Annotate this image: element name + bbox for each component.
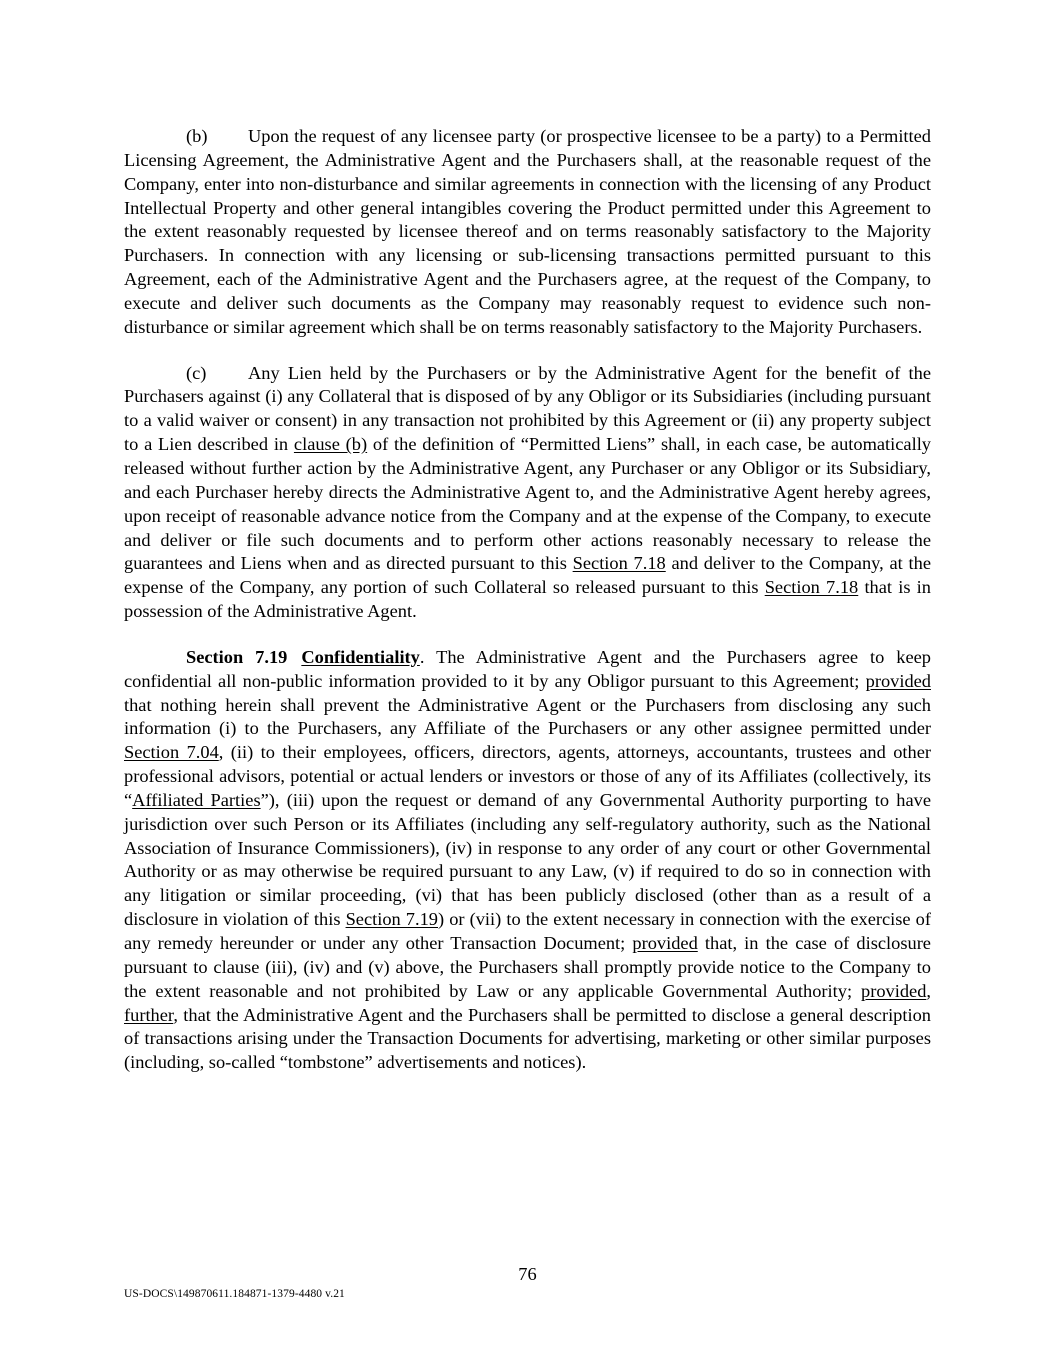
section-number: Section 7.19 — [186, 646, 288, 667]
section-text: ) or (vii) to the extent necessary in connection with the exercise of any remedy hereunder or under any other Transaction Document; — [124, 909, 931, 953]
cross-reference-clause-b: clause (b) — [293, 434, 368, 455]
section-heading-period: . — [419, 646, 425, 667]
section-text: that nothing herein shall prevent the Administrative Agent or the Purchasers from disclosing any such information (i) to the Purchasers, any Affiliate of the Purchasers or any other assignee permitted under — [124, 694, 931, 739]
section-text: , that the Administrative Agent and the Purchasers shall be permitted to disclose a general description of transactions arising under the Transaction Documents for advertising, marketing or other similar purposes (including, so-called “tombstone” advertisements and notices). — [124, 1004, 931, 1073]
cross-reference-section-7-18: Section 7.18 — [764, 577, 859, 598]
provided-term: provided — [632, 933, 698, 953]
cross-reference-section-7-04: Section 7.04 — [124, 742, 219, 763]
document-page — [124, 125, 931, 1097]
paragraph-c-text: and deliver to the Company, at the expense of the Company, any portion of such Collateral so released pursuant to this — [124, 553, 931, 598]
section-text: The Administrative Agent and the Purchasers agree to keep confidential all non-public information provided to it by any Obligor pursuant to this Agreement; — [124, 646, 931, 691]
paragraph-c-text: Any Lien held by the Purchasers or by the Administrative Agent for the benefit of the Purchasers against (i) any Collateral that is disposed of by any Obligor or its Subsidiaries (including pursuant to a valid waiver or consent) in any transaction not prohibited by this Agreement or (ii) any property subject to a Lien described in — [124, 362, 931, 455]
document-id: US-DOCS\149870611.184871-1379-4480 v.21 — [124, 1288, 345, 1300]
page-number: 76 — [518, 1264, 537, 1284]
paragraph-c-text: that is in possession of the Administrative Agent. — [124, 577, 931, 622]
section-text: ”), (iii) upon the request or demand of any Governmental Authority purporting to have jurisdiction over such Person or its Affiliates (including any self-regulatory authority, such as the National Association of Insurance Commissioners), (iv) in response to any order of any court or other Governmental Authority or as may otherwise be required pursuant to any Law, (v) if required to do so in connection with any litigation or similar proceeding, (vi) that has been publicly disclosed (other than as a result of a disclosure in violation of this — [124, 789, 932, 930]
paragraph-marker-b: (b) — [186, 126, 208, 146]
paragraph-marker-c: (c) — [186, 362, 207, 383]
section-text: , — [926, 980, 931, 1001]
defined-term-affiliated-parties: Affiliated Parties — [132, 789, 261, 810]
cross-reference-section-7-18: Section 7.18 — [572, 553, 666, 574]
paragraph-b — [124, 125, 931, 340]
section-7-19 — [124, 646, 931, 1075]
provided-term: provided — [865, 670, 931, 691]
section-text: that, in the case of disclosure pursuant to clause (iii), (iv) and (v) above, the Purchasers shall promptly provide notice to the Company to the extent reasonable and not prohibited by Law or any applicable Governmental Authority; — [124, 933, 931, 1001]
paragraph-c-text: of the definition of “Permitted Liens” shall, in each case, be automatically released without further action by the Administrative Agent, any Purchaser or any Obligor or its Subsidiary, and each Purchaser hereby directs the Administrative Agent to, and the Administrative Agent hereby agrees, upon receipt of reasonable advance notice from the Company and at the expense of the Company, to execute and deliver or file such documents and to perform other actions reasonably necessary to release the guarantees and Liens when and as directed pursuant to this — [124, 434, 931, 574]
section-heading: Confidentiality — [301, 646, 420, 667]
further-term: further — [124, 1004, 174, 1025]
paragraph-c — [124, 362, 931, 624]
section-text: , (ii) to their employees, officers, directors, agents, attorneys, accountants, trustees and other professional advisors, potential or actual lenders or investors or those of any of its Affiliates (collectively, its “ — [124, 742, 931, 810]
cross-reference-section-7-19: Section 7.19 — [345, 909, 438, 930]
provided-term: provided — [861, 980, 927, 1001]
paragraph-b-text: Upon the request of any licensee party (or prospective licensee to be a party) to a Permitted Licensing Agreement, the Administrative Agent and the Purchasers shall, at the reasonable request of the Company, enter into non-disturbance and similar agreements in connection with the licensing of any Product Intellectual Property and other general intangibles covering the Product permitted under this Agreement to the extent reasonably requested by licensee thereof and on terms reasonably satisfactory to the Majority Purchasers. In connection with any licensing or sub-licensing transactions permitted pursuant to this Agreement, each of the Administrative Agent and the Purchasers agree, at the request of the Company, to execute and deliver such documents as the Company may reasonably request to evidence such non-disturbance or similar agreement which shall be on terms reasonably satisfactory to the Majority Purchasers. — [124, 126, 931, 337]
